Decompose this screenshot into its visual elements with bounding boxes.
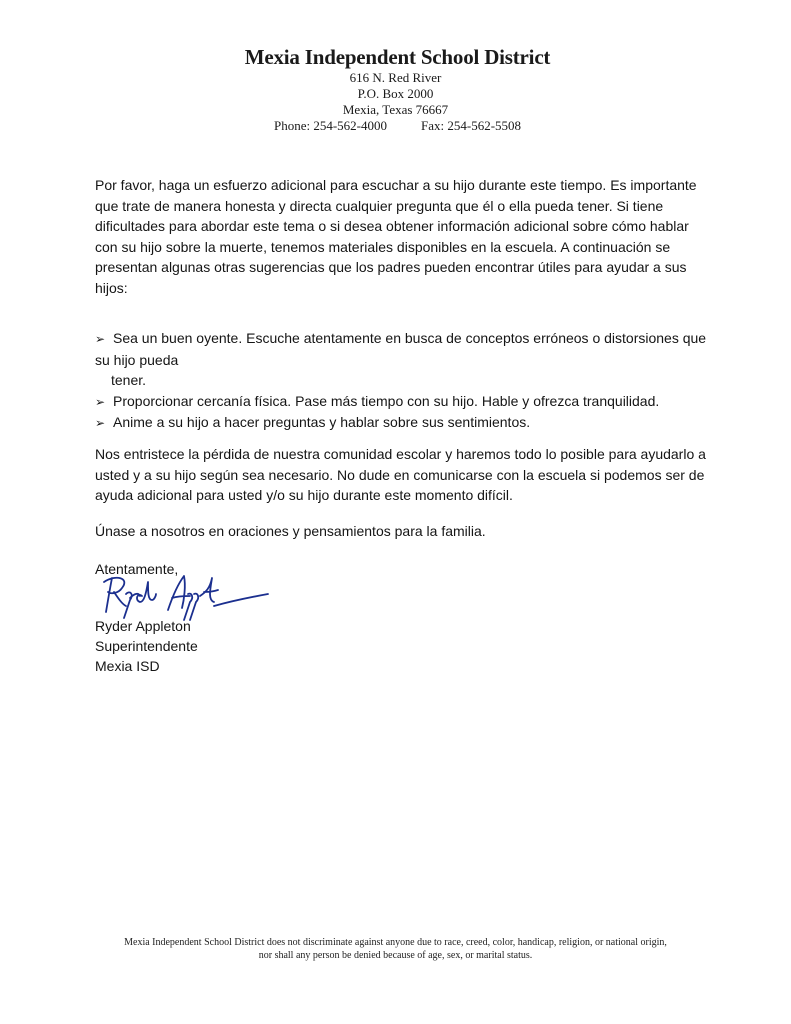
arrow-bullet-icon: ➢ [95, 394, 106, 409]
address-street: 616 N. Red River [349, 70, 442, 85]
list-item-text: Anime a su hijo a hacer preguntas y hablar sobre sus sentimientos. [113, 414, 531, 430]
list-item [95, 328, 715, 391]
district-address [0, 70, 791, 118]
district-name: Mexia Independent School District [244, 45, 551, 69]
phone-number: Phone: 254-562-4000 [273, 118, 387, 133]
list-item-continuation: tener. [111, 372, 147, 388]
signer-title: Superintendente [95, 638, 198, 654]
address-po-box: P.O. Box 2000 [357, 86, 434, 101]
handwritten-signature [96, 570, 276, 622]
signoff: Atentamente, [95, 561, 179, 577]
address-city: Mexia, Texas 76667 [342, 102, 449, 117]
intro-paragraph: Por favor, haga un esfuerzo adicional para escuchar a su hijo durante este tiempo. Es importante que trate de manera honesta y directa cualquier pregunta que él o ella pueda tener. Si tiene dificultades para abordar este tema o si desea obtener información adicional sobre cómo hablar con su hijo sobre la muerte, tenemos materiales disponibles en la escuela. A continuación se presentan algunas otras sugerencias que los padres pueden encontrar útiles para ayudar a sus hijos: [95, 177, 697, 296]
closing-paragraph: Nos entristece la pérdida de nuestra comunidad escolar y haremos todo lo posible para ayudarlo a usted y a su hijo según sea necesario. No dude en comunicarse con la escuela si podemos ser de ayuda adicional para usted y/o su hijo durante este momento difícil. [95, 446, 706, 503]
arrow-bullet-icon: ➢ [95, 332, 106, 346]
letterhead [0, 44, 791, 134]
fax-number: Fax: 254-562-5508 [421, 118, 522, 133]
prayer-line: Únase a nosotros en oraciones y pensamientos para la familia. [95, 523, 486, 539]
footer-line-1: Mexia Independent School District does not discriminate against anyone due to race, creed, color, handicap, religion, or national origin, [124, 937, 667, 948]
signer-organization: Mexia ISD [95, 658, 160, 674]
contact-line [4, 118, 791, 134]
suggestion-list [95, 328, 715, 434]
list-item-text: Sea un buen oyente. Escuche atentamente en busca de conceptos erróneos o distorsiones que su hijo pueda [95, 330, 707, 368]
list-item [95, 391, 715, 413]
signature-block [95, 616, 198, 676]
arrow-bullet-icon: ➢ [95, 416, 106, 430]
list-item [95, 412, 715, 434]
list-item-text: Proporcionar cercanía física. Pase más tiempo con su hijo. Hable y ofrezca tranquilidad. [113, 392, 660, 409]
non-discrimination-footer [0, 936, 791, 962]
signer-name: Ryder Appleton [95, 618, 191, 634]
footer-line-2: nor shall any person be denied because of age, sex, or marital status. [258, 950, 533, 961]
